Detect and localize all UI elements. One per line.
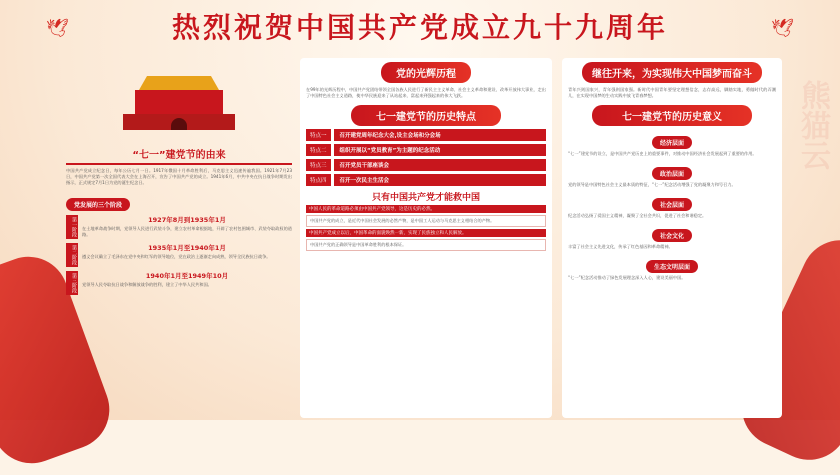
section-text: 党的领导是中国特色社会主义最本质的特征，“七一”纪念活动增强了党的凝聚力和号召力。 [568,182,736,187]
stage-date: 1935年1月至1940年1月 [148,244,226,252]
origin-heading: “七一”建党节的由来 [66,146,292,165]
section-text: 丰富了社会主义先进文化，传承了红色基因和革命精神。 [568,244,673,249]
stage-body [82,243,292,267]
feature-text: 组织开展以“党员教育”为主题的纪念活动 [334,144,546,156]
column-middle [300,58,552,418]
feature-text: 召开建党周年纪念大会,设主会场和分会场 [334,129,546,141]
stage-date: 1940年1月至1949年10月 [145,272,229,280]
only-item: 中国人民的革命道路必须由中国共产党领导，这是历史的必然。 [306,205,546,213]
stage-date: 1927年8月到1935年1月 [148,216,226,224]
stage-label: 第三阶段 [66,271,78,295]
meaning-section [568,130,776,157]
meaning-sections [568,130,776,281]
stages-list [66,215,292,295]
history-heading: 党的光辉历程 [381,62,471,83]
feature-item [306,129,546,141]
stage-label: 第一阶段 [66,215,78,239]
stage-item [66,271,292,295]
only-item: 中国共产党的正确领导是中国革命胜利的根本保证。 [306,239,546,251]
stage-text: 遵义会议确立了毛泽东在党中央和红军的领导地位，党在政治上逐渐走向成熟，领导全民族抗日战争。 [82,254,271,259]
dove-icon: 🕊 [46,18,69,39]
stage-body [82,271,292,295]
stage-text: 党领导人民夺取抗日战争和解放战争的胜利，建立了中华人民共和国。 [82,282,212,287]
dream-heading: 继往开来，为实现伟大中国梦而奋斗 [582,62,762,83]
section-text: 纪念活动弘扬了爱国主义精神，凝聚了全社会共识，促进了社会和谐稳定。 [568,213,707,218]
section-text: “七一”纪念活动推动了绿色发展理念深入人心，建设美丽中国。 [568,275,686,280]
meaning-section [568,161,776,188]
section-title: 生态文明层面 [646,260,698,273]
column-left [66,58,292,418]
feature-tag: 特点二 [306,144,331,156]
only-list [306,205,546,251]
stages-heading: 党发展的三个阶段 [66,198,130,211]
meaning-heading: 七一建党节的历史意义 [592,105,752,126]
section-title: 社会层面 [652,198,692,211]
dove-icon: 🕊 [771,18,794,39]
dream-text: 青年兴则国家兴，青年强则国家强。新时代中国青年要坚定理想信念，志存高远，脚踏实地，勇做时代的弄潮儿，在实现中国梦的生动实践中放飞青春梦想。 [568,87,776,98]
feature-tag: 特点一 [306,129,331,141]
only-item: 中国共产党成立以后，中国革命的面貌焕然一新，实现了民族独立和人民解放。 [306,229,546,237]
feature-item [306,159,546,171]
meaning-section [568,254,776,281]
stage-body [82,215,292,239]
section-title: 经济层面 [652,136,692,149]
features-heading: 七一建党节的历史特点 [351,105,501,126]
section-title: 社会文化 [652,229,692,242]
feature-text: 召开党员干部座谈会 [334,159,546,171]
only-heading: 只有中国共产党才能救中国 [371,193,480,203]
tiananmen-icon [119,70,239,140]
stage-text: 在土地革命战争时期，党领导人民进行武装斗争，建立农村革命根据地，开辟了农村包围城市、武装夺取政权的道路。 [82,226,292,237]
stage-item [66,215,292,239]
feature-item [306,144,546,156]
meaning-section [568,223,776,250]
section-title: 政治层面 [652,167,692,180]
features-list [306,129,546,186]
watermark: 熊猫云 [795,80,830,170]
meaning-section [568,192,776,219]
feature-item [306,174,546,186]
page-title: 热烈祝贺中国共产党成立九十九周年 [171,11,668,44]
feature-tag: 特点三 [306,159,331,171]
only-item: 中国共产党的成立，是近代中国社会发展的必然产物，是中国工人运动与马克思主义相结合的产物。 [306,215,546,227]
section-text: “七一”建党节的设立，是中国共产党历史上的重要事件，对推动中国经济社会发展起到了重要的作用。 [568,151,757,156]
feature-tag: 特点四 [306,174,331,186]
stage-item [66,243,292,267]
column-right [562,58,782,418]
stage-label: 第二阶段 [66,243,78,267]
origin-section [66,146,292,186]
origin-text: 中国共产党成立纪念日，每年公历七月一日。1917年俄国十月革命胜利后，马克思主义迅速传遍我国。1921年7月23日，中国共产党第一次全国代表大会在上海召开，宣告了中国共产党的成立。1941年6月，中共中央在抗日战争时期发出指示，正式规定7月1日为党的诞生纪念日。 [66,168,292,185]
history-text: 在99年的光辉历程中，中国共产党团结带领全国各族人民进行了新民主主义革命、社会主义革命和建设、改革开放伟大事业，走出了中国特色社会主义道路，使中华民族迎来了从站起来、富起来到强起来的伟大飞跃。 [306,87,546,98]
feature-text: 召开一次民主生活会 [334,174,546,186]
